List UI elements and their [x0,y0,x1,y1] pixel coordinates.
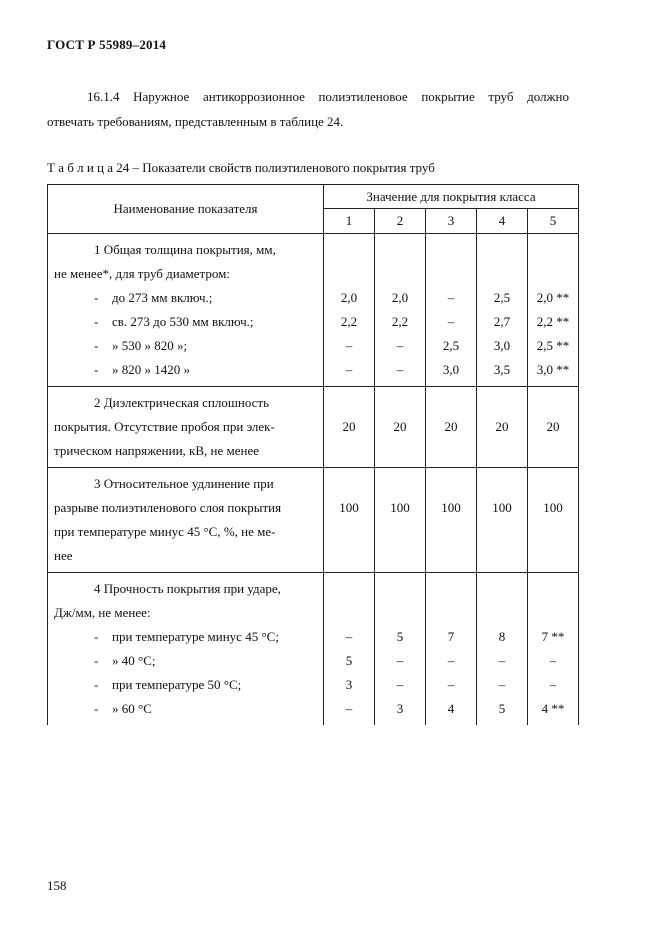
row-1-class-5: 2,0 ** 2,2 ** 2,5 ** 3,0 ** [528,234,579,387]
intro-paragraph [47,84,569,134]
row-4-class-1: – 5 3 – [324,573,375,726]
class-header-2: 2 [375,209,426,234]
row-1-head-line-1: 1 Общая толщина покрытия, мм, [94,242,276,257]
row-3-class-1: 100 [324,468,375,573]
row-4-sub-4: - » 60 °С [94,701,152,716]
row-3-head-line-3: при температуре минус 45 °С, %, не ме- [54,524,276,539]
column-header-name: Наименование показателя [48,185,324,234]
standard-header: ГОСТ Р 55989–2014 [47,37,167,52]
row-4-sub-1: - при температуре минус 45 °С; [94,629,279,644]
column-header-group: Значение для покрытия класса [324,185,579,209]
row-4-head-line-1: 4 Прочность покрытия при ударе, [94,581,281,596]
row-4-sub-2: - » 40 °С; [94,653,156,668]
row-3-class-5: 100 [528,468,579,573]
row-1-sub-2: - св. 273 до 530 мм включ.; [94,314,254,329]
row-2-head-line-2: покрытия. Отсутствие пробоя при элек- [54,419,275,434]
table-row [48,234,579,387]
class-header-3: 3 [426,209,477,234]
row-2-class-3: 20 [426,387,477,468]
row-2-class-2: 20 [375,387,426,468]
table-caption: Т а б л и ц а 24 – Показатели свойств полиэтиленового покрытия труб [47,160,435,175]
properties-table [47,184,579,725]
row-3-class-4: 100 [477,468,528,573]
row-4-class-3: 7 – – 4 [426,573,477,726]
row-1-sub-4: - » 820 » 1420 » [94,362,190,377]
class-header-5: 5 [528,209,579,234]
row-1-class-2: 2,0 2,2 – – [375,234,426,387]
table-row [48,573,579,726]
row-4-class-2: 5 – – 3 [375,573,426,726]
row-4-head-line-2: Дж/мм, не менее: [54,605,151,620]
row-4-class-5: 7 ** – – 4 ** [528,573,579,726]
row-2-class-4: 20 [477,387,528,468]
intro-line-1: 16.1.4 Наружное антикоррозионное полиэтиленовое покрытие труб должно [87,89,569,104]
row-1-sub-3: - » 530 » 820 »; [94,338,188,353]
class-header-4: 4 [477,209,528,234]
row-2-class-1: 20 [324,387,375,468]
row-4-name [48,573,324,726]
row-3-name [48,468,324,573]
intro-line-2: отвечать требованиям, представленным в таблице 24. [47,114,344,129]
row-2-name [48,387,324,468]
row-3-head-line-4: нее [54,548,73,563]
row-2-head-line-1: 2 Диэлектрическая сплошность [94,395,270,410]
row-3-head-line-2: разрыве полиэтиленового слоя покрытия [54,500,282,515]
row-4-sub-3: - при температуре 50 °С; [94,677,242,692]
row-1-class-1: 2,0 2,2 – – [324,234,375,387]
row-1-name [48,234,324,387]
row-1-class-3: – – 2,5 3,0 [426,234,477,387]
row-4-class-4: 8 – – 5 [477,573,528,726]
row-2-class-5: 20 [528,387,579,468]
row-1-sub-1: - до 273 мм включ.; [94,290,213,305]
row-2-head-line-3: трическом напряжении, кВ, не менее [54,443,259,458]
table-row [48,387,579,468]
row-1-class-4: 2,5 2,7 3,0 3,5 [477,234,528,387]
page-number: 158 [47,878,67,893]
table-row [48,468,579,573]
row-1-head-line-2: не менее*, для труб диаметром: [54,266,230,281]
row-3-class-3: 100 [426,468,477,573]
row-3-head-line-1: 3 Относительное удлинение при [94,476,274,491]
class-header-1: 1 [324,209,375,234]
row-3-class-2: 100 [375,468,426,573]
